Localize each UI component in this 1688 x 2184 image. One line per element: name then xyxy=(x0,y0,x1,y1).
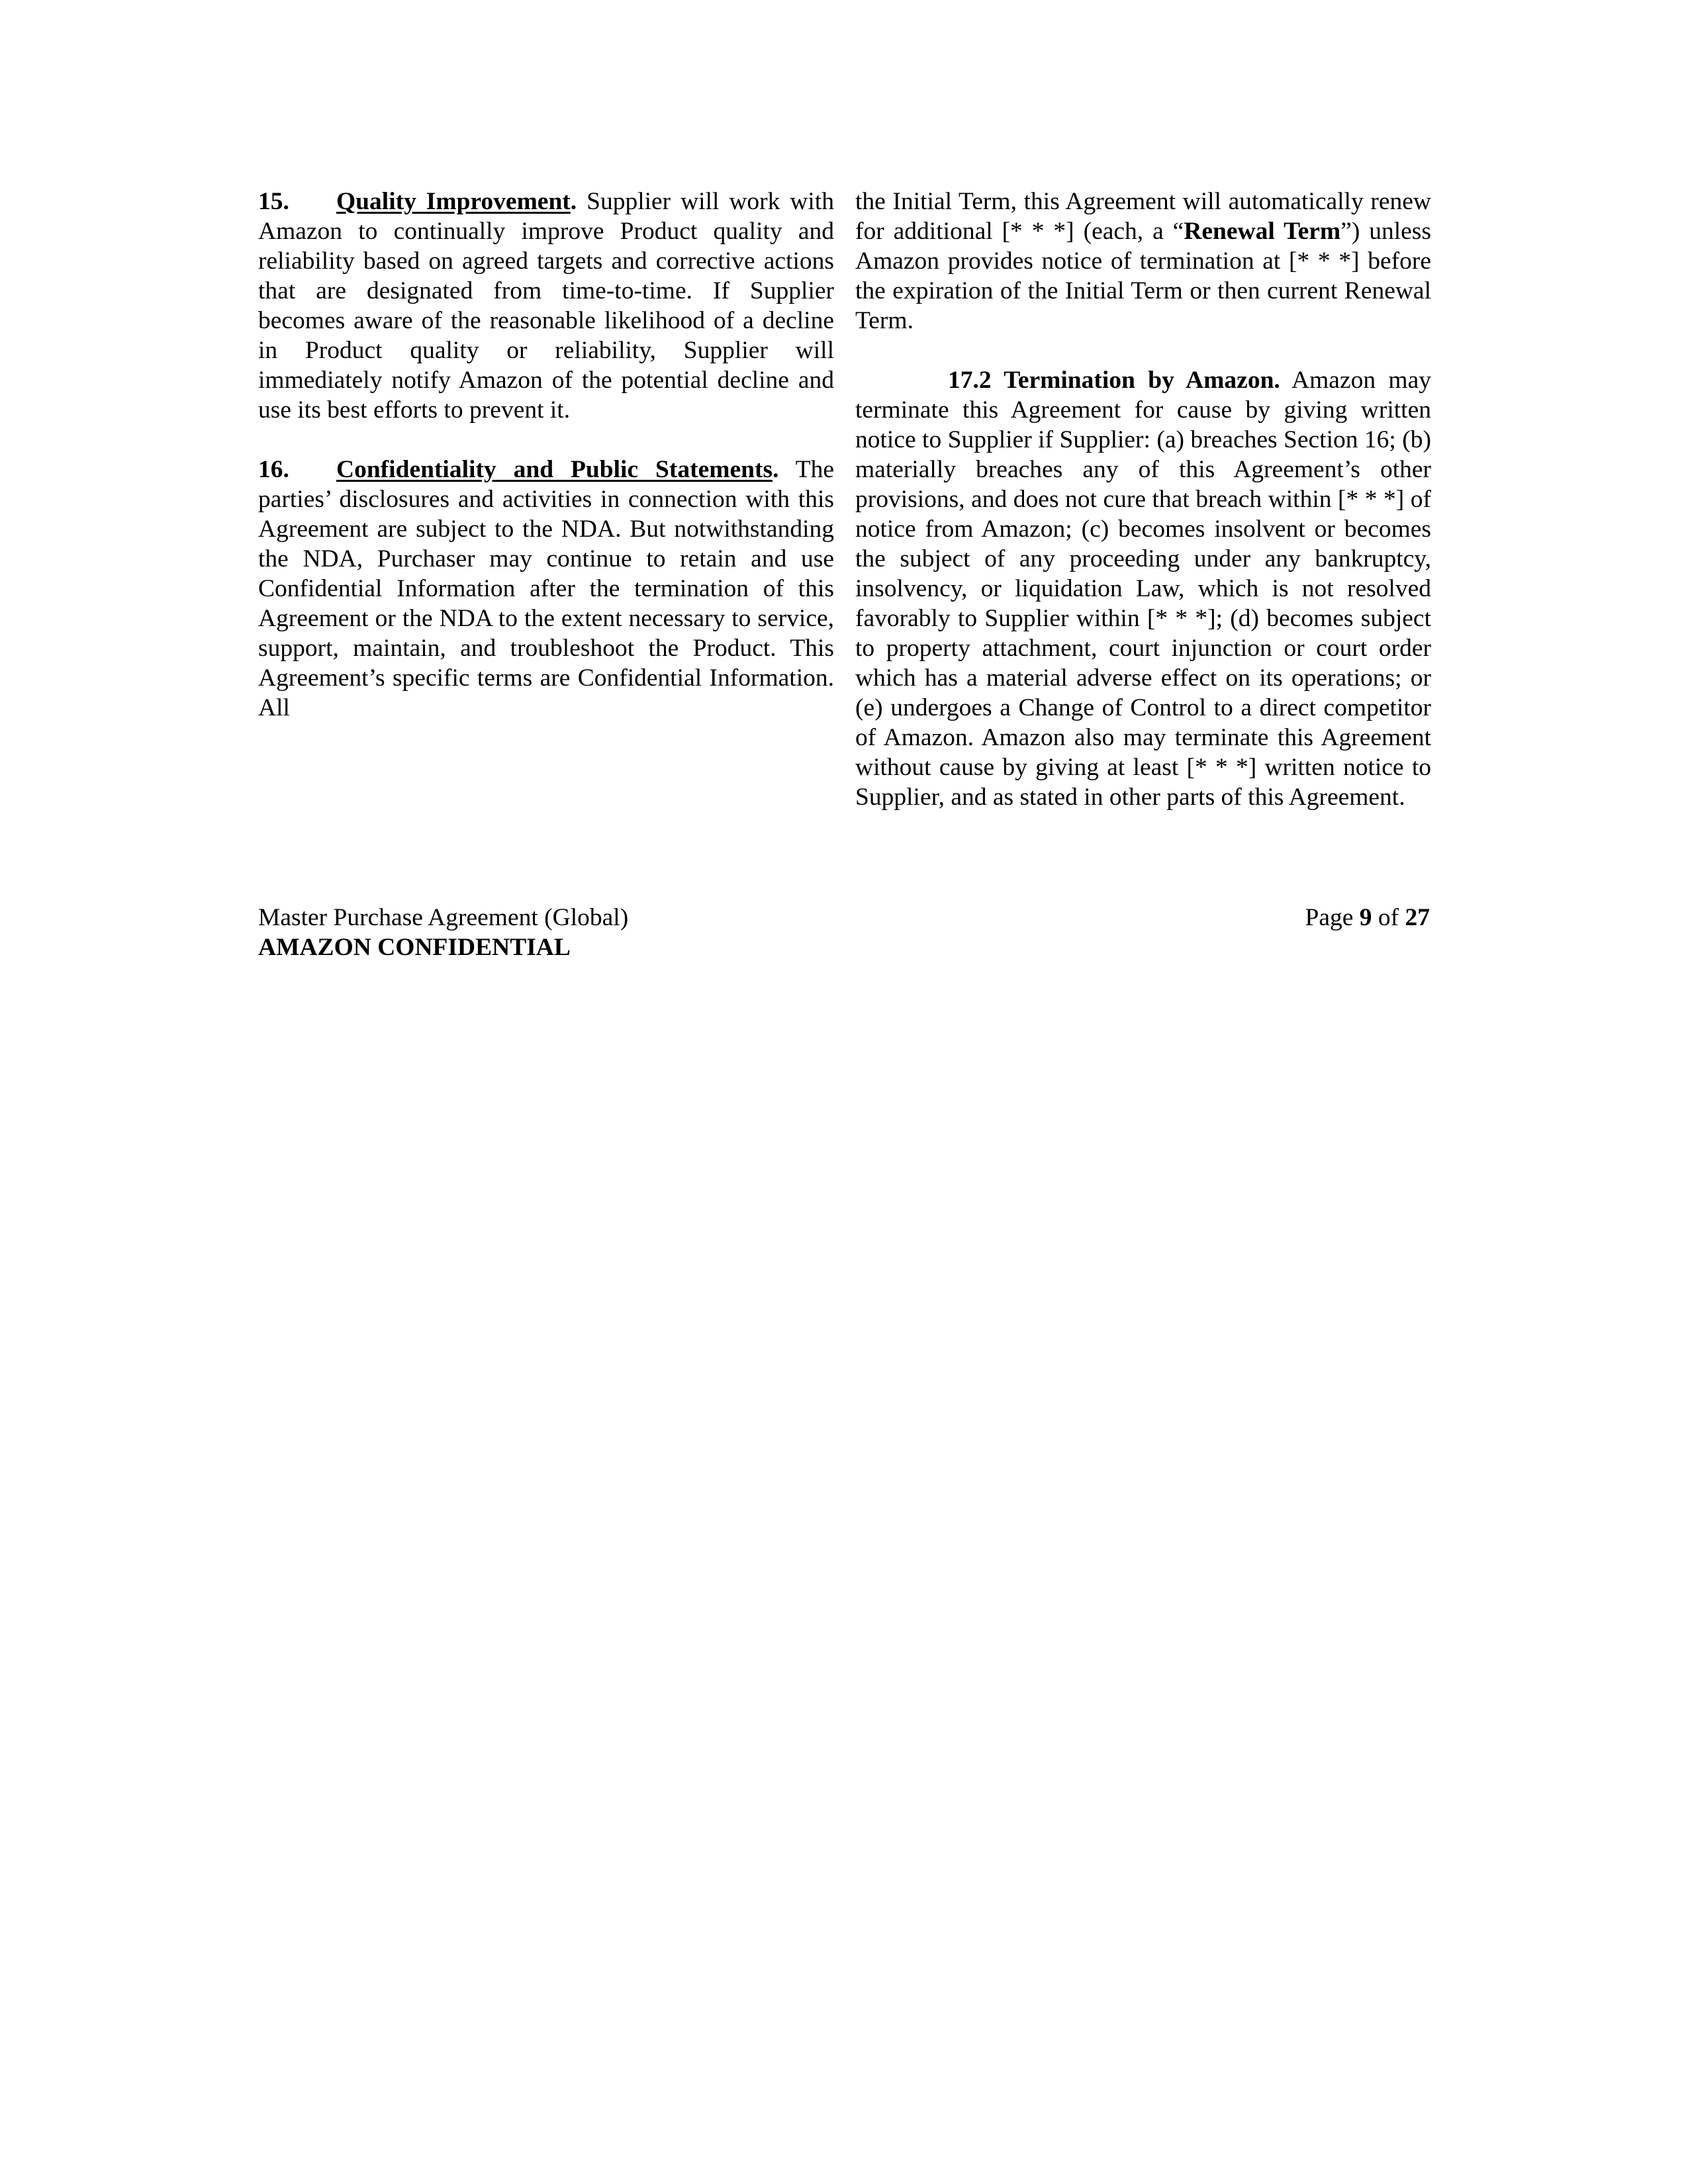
document-title: Master Purchase Agreement (Global) xyxy=(258,904,629,931)
section-16-paragraph xyxy=(258,455,834,723)
page-number: 9 xyxy=(1359,904,1372,931)
right-column xyxy=(855,187,1431,812)
section-body: The parties’ disclosures and activities in connection with this Agreement are subject to the NDA. But notwithstanding the NDA, Purchaser may continue to retain and use Confidential Information after the termination of this Agreement or the NDA to the extent necessary to service, support, maintain, and troubleshoot the Product. This Agreement’s specific terms are Confidential Information. All xyxy=(258,456,835,721)
left-column xyxy=(258,187,834,723)
section-17-2-paragraph xyxy=(855,365,1431,812)
section-title: Confidentiality and Public Statements xyxy=(336,456,773,483)
section-15-paragraph xyxy=(258,187,834,425)
page-of: of xyxy=(1372,904,1405,931)
footer-left xyxy=(258,903,628,962)
paragraph-text: the Initial Term, this Agreement will automatically renew for additional [* * *] (each, a “ xyxy=(855,188,1431,245)
page-footer xyxy=(258,903,1430,962)
section-number: 16. xyxy=(258,456,289,483)
page-total: 27 xyxy=(1405,904,1430,931)
section-number: 15. xyxy=(258,188,289,215)
section-body: Supplier will work with Amazon to continually improve Product quality and reliability based on agreed targets and corrective actions that are designated from time-to-time. If Supplier becomes aware of the reasonable likelihood of a decline in Product quality or reliability, Supplier will immediately notify Amazon of the potential decline and use its best efforts to prevent it. xyxy=(258,188,834,424)
section-title: Quality Improvement xyxy=(336,188,571,215)
page-prefix: Page xyxy=(1305,904,1360,931)
renewal-term-paragraph xyxy=(855,187,1431,336)
paragraph-text: ”) unless Amazon provides notice of termination at [* * *] before the expiration of the Initial Term or then current Renewal Term. xyxy=(855,218,1431,334)
section-title-period: . xyxy=(773,456,779,483)
page-indicator xyxy=(1305,903,1430,933)
section-body: Amazon may terminate this Agreement for cause by giving written notice to Supplier if Supplier: (a) breaches Section 16; (b) materially breaches any of this Agreement’s other provisions, and does not cure that breach within [* * *] of notice from Amazon; (c) becomes insolvent or becomes the subject of any proceeding under any bankruptcy, insolvency, or liquidation Law, which is not resolved favorably to Supplier within [* * *]; (d) becomes subject to property attachment, court injunction or court order which has a material adverse effect on its operations; or (e) undergoes a Change of Control to a direct competitor of Amazon. Amazon also may terminate this Agreement without cause by giving at least [* * *] written notice to Supplier, and as stated in other parts of this Agreement. xyxy=(855,367,1431,811)
defined-term: Renewal Term xyxy=(1184,218,1341,245)
section-title-period: . xyxy=(570,188,577,215)
confidential-label: AMAZON CONFIDENTIAL xyxy=(258,934,571,961)
section-heading: 17.2 Termination by Amazon. xyxy=(948,367,1280,394)
